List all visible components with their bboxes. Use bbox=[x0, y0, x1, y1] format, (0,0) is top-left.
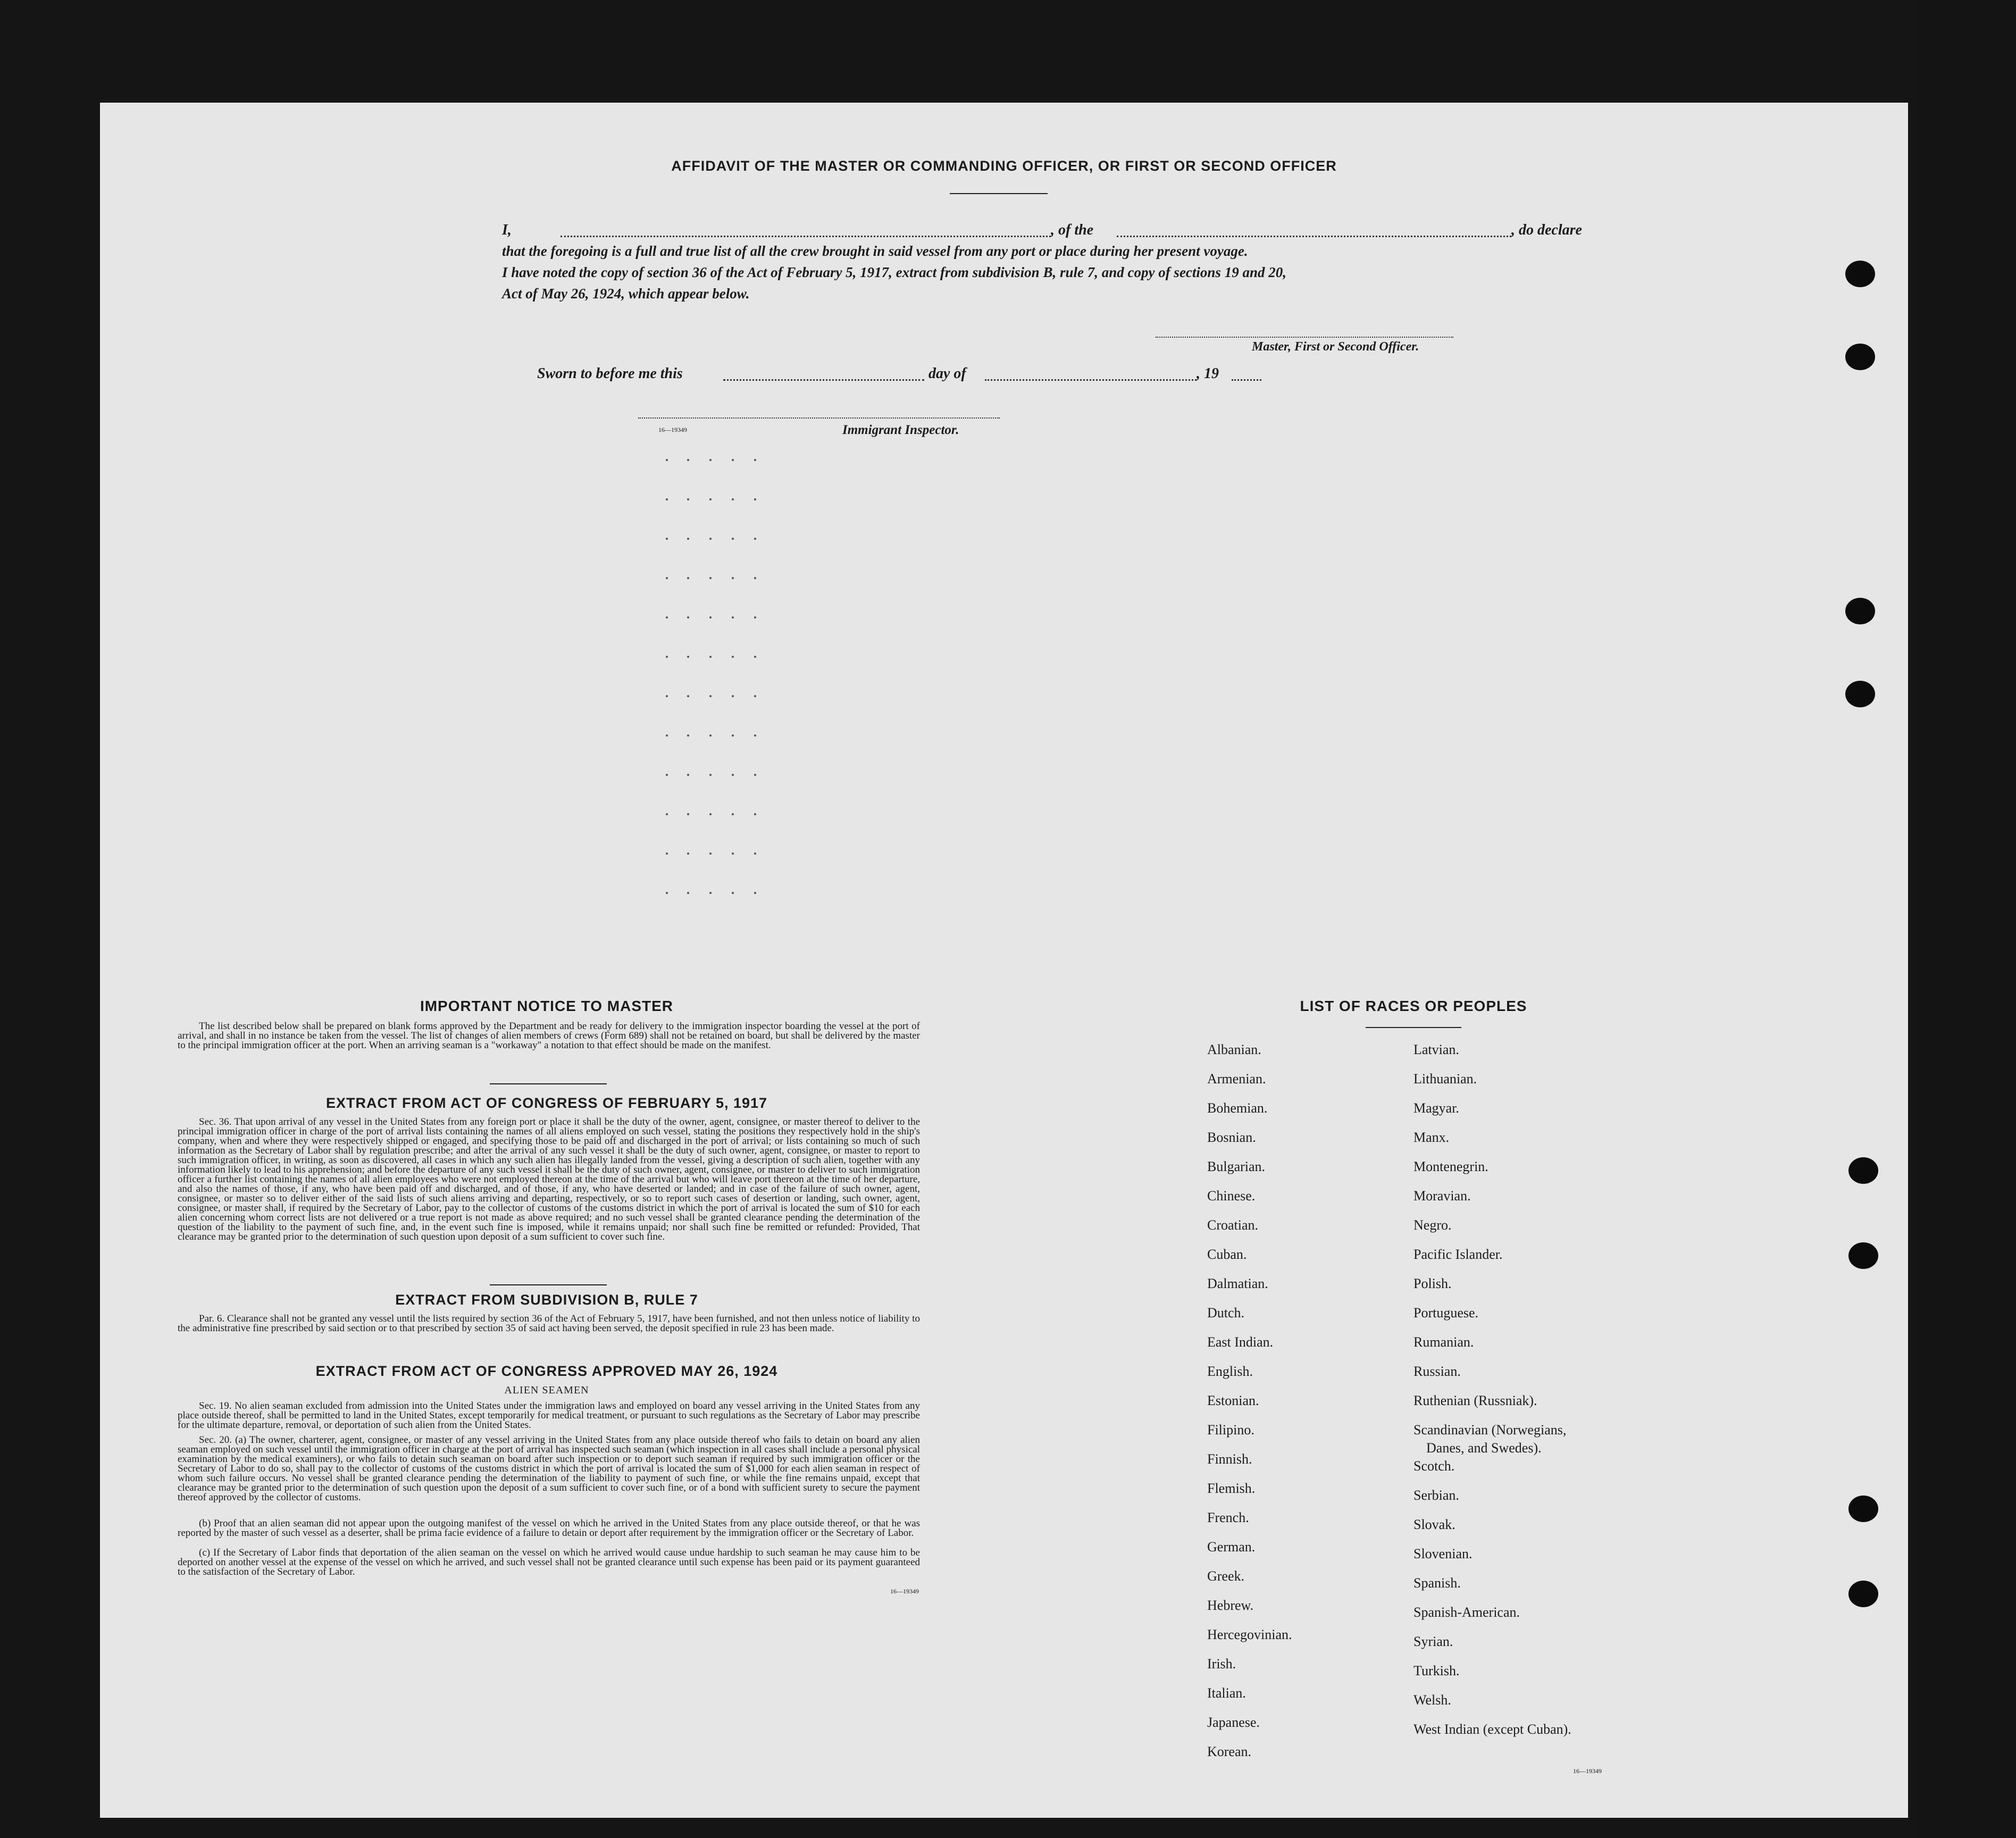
extract-1924-sec19: Sec. 19. No alien seaman excluded from admission into the United States under the immigration laws and employed on board any vessel arriving in the United States from any place outside thereof, shall be permitted to land in the United States, except temporarily for medical treatment, or pursuant to such regulations as the Secretary of Labor may prescribe for the ultimate departure, removal, or deportation of such alien from the United States. bbox=[178, 1400, 920, 1431]
subdivision-b-title: EXTRACT FROM SUBDIVISION B, RULE 7 bbox=[395, 1292, 698, 1308]
inspector-signature-blank[interactable] bbox=[638, 417, 1000, 419]
dot-mark bbox=[754, 577, 756, 579]
dot-mark bbox=[709, 813, 712, 815]
dot-mark bbox=[687, 616, 689, 619]
vessel-name-blank[interactable] bbox=[1117, 236, 1511, 237]
race-item: Moravian. bbox=[1413, 1188, 1471, 1204]
race-item: Russian. bbox=[1413, 1364, 1461, 1379]
race-item: Chinese. bbox=[1207, 1188, 1256, 1204]
race-item: Syrian. bbox=[1413, 1634, 1453, 1649]
race-item: Armenian. bbox=[1207, 1071, 1266, 1087]
race-item: Turkish. bbox=[1413, 1663, 1460, 1678]
sworn-day-of: day of bbox=[928, 365, 966, 382]
extract-1924-sec20c: (c) If the Secretary of Labor finds that deportation of the alien seaman on the vessel on which he arrived would cause undue hardship to such seaman he may cause him to be deported on another vessel at the expense of the vessel on which he arrived, and such vessel shall not be granted clearance until such expense has been paid or its payment guaranteed to the satisfaction of the Secretary of Labor. bbox=[178, 1547, 920, 1577]
race-item: French. bbox=[1207, 1510, 1249, 1525]
dot-mark bbox=[754, 853, 756, 855]
notice-body: The list described below shall be prepared on blank forms approved by the Department and be ready for delivery to the immigration inspector boarding the vessel at the port of arrival, and shall in no instance be taken from the vessel. The list of changes of alien members of crews (Form 689) shall not be retained on board, but shall be delivered by the master to the principal immigration officer at the port. When an arriving seaman is a "workaway" a notation to that effect should be made on the manifest. bbox=[178, 1021, 920, 1051]
dot-mark bbox=[709, 577, 712, 579]
dot-mark bbox=[754, 734, 756, 737]
dot-mark bbox=[666, 695, 668, 697]
race-item: Scotch. bbox=[1413, 1458, 1455, 1474]
race-item: Greek. bbox=[1207, 1568, 1245, 1584]
dot-mark bbox=[666, 813, 668, 815]
dot-mark bbox=[732, 813, 734, 815]
notice-rule bbox=[490, 1083, 607, 1084]
dot-mark bbox=[666, 616, 668, 619]
races-title: LIST OF RACES OR PEOPLES bbox=[1300, 998, 1527, 1014]
dot-mark bbox=[666, 892, 668, 894]
dot-mark bbox=[732, 616, 734, 619]
race-item: Hebrew. bbox=[1207, 1598, 1254, 1613]
affidavit-title-rule bbox=[950, 193, 1048, 194]
dot-mark bbox=[709, 459, 712, 461]
dot-mark bbox=[666, 498, 668, 500]
sworn-month-blank[interactable] bbox=[985, 379, 1197, 381]
dot-mark bbox=[666, 853, 668, 855]
dot-mark bbox=[709, 774, 712, 776]
extract-1924-form-number: 16—19349 bbox=[890, 1588, 919, 1595]
dot-mark bbox=[754, 538, 756, 540]
race-item: Montenegrin. bbox=[1413, 1159, 1488, 1174]
extract-1924-subtitle: ALIEN SEAMEN bbox=[504, 1384, 589, 1396]
race-item: Latvian. bbox=[1413, 1042, 1459, 1057]
affidavit-form-number: 16—19349 bbox=[658, 426, 687, 433]
dot-mark bbox=[666, 774, 668, 776]
race-item: German. bbox=[1207, 1539, 1256, 1555]
races-form-number: 16—19349 bbox=[1573, 1767, 1602, 1775]
race-item: Bulgarian. bbox=[1207, 1159, 1266, 1174]
dot-mark bbox=[687, 853, 689, 855]
dot-mark bbox=[687, 774, 689, 776]
race-item: Polish. bbox=[1413, 1276, 1452, 1291]
dot-mark bbox=[754, 892, 756, 894]
dot-mark bbox=[687, 498, 689, 500]
race-item: Manx. bbox=[1413, 1130, 1450, 1145]
race-item: Danes, and Swedes). bbox=[1426, 1440, 1542, 1456]
dot-mark bbox=[754, 774, 756, 776]
sworn-prefix: Sworn to before me this bbox=[537, 365, 683, 382]
extract-1924-sec20b: (b) Proof that an alien seaman did not appear upon the outgoing manifest of the vessel on which he arrived in the United States from any place outside thereof, or that he was reported by the master of such vessel as a deserter, shall be prima facie evidence of a failure to detain or deport after requirement by the immigration officer or the Secretary of Labor. bbox=[178, 1518, 920, 1539]
affidavit-line2: that the foregoing is a full and true list of all the crew brought in said vessel from any port or place during her present voyage. bbox=[502, 243, 1248, 259]
race-item: Scandinavian (Norwegians, bbox=[1413, 1422, 1567, 1438]
dot-mark bbox=[709, 616, 712, 619]
dot-mark bbox=[687, 892, 689, 894]
race-item: Slovak. bbox=[1413, 1517, 1455, 1532]
dot-mark bbox=[732, 577, 734, 579]
dot-mark bbox=[754, 498, 756, 500]
race-item: Korean. bbox=[1207, 1744, 1252, 1759]
affidavit-line3: I have noted the copy of section 36 of the Act of February 5, 1917, extract from subdivision B, rule 7, and copy of sections 19 and 20, bbox=[502, 264, 1286, 280]
dot-mark bbox=[732, 853, 734, 855]
master-signature-label: Master, First or Second Officer. bbox=[1252, 340, 1419, 354]
dot-mark bbox=[732, 695, 734, 697]
dot-mark bbox=[666, 538, 668, 540]
affidavit-of-the: , of the bbox=[1051, 222, 1094, 238]
dot-mark bbox=[732, 538, 734, 540]
dot-mark bbox=[687, 538, 689, 540]
punch-hole bbox=[1848, 1581, 1878, 1607]
punch-hole bbox=[1845, 344, 1875, 370]
dot-mark bbox=[754, 813, 756, 815]
race-item: Portuguese. bbox=[1413, 1305, 1479, 1321]
dot-mark bbox=[732, 734, 734, 737]
race-item: English. bbox=[1207, 1364, 1253, 1379]
dot-mark bbox=[687, 695, 689, 697]
affidavit-title: AFFIDAVIT OF THE MASTER OR COMMANDING OFFICER, OR FIRST OR SECOND OFFICER bbox=[671, 158, 1337, 174]
dot-mark bbox=[754, 695, 756, 697]
dot-mark bbox=[666, 656, 668, 658]
dot-mark bbox=[732, 498, 734, 500]
dot-mark bbox=[709, 734, 712, 737]
race-item: Negro. bbox=[1413, 1217, 1452, 1233]
race-item: Magyar. bbox=[1413, 1100, 1459, 1116]
punch-hole bbox=[1845, 681, 1875, 707]
punch-hole bbox=[1845, 261, 1875, 287]
dot-mark bbox=[754, 459, 756, 461]
master-signature-blank[interactable] bbox=[1156, 337, 1453, 338]
dot-mark bbox=[754, 616, 756, 619]
dot-mark bbox=[709, 656, 712, 658]
dot-mark bbox=[709, 538, 712, 540]
race-item: Flemish. bbox=[1207, 1481, 1256, 1496]
race-item: Rumanian. bbox=[1413, 1334, 1474, 1350]
affidavit-i: I, bbox=[502, 222, 512, 238]
race-item: Filipino. bbox=[1207, 1422, 1254, 1438]
dot-mark bbox=[732, 656, 734, 658]
extract-1917-rule bbox=[490, 1284, 607, 1285]
race-item: Estonian. bbox=[1207, 1393, 1259, 1408]
race-item: Spanish. bbox=[1413, 1575, 1461, 1591]
dot-mark bbox=[687, 656, 689, 658]
sworn-year-blank[interactable] bbox=[1232, 379, 1261, 381]
film-edge-right bbox=[1914, 0, 2016, 1838]
sworn-year-prefix: , 19 bbox=[1197, 365, 1219, 382]
manifest-page bbox=[100, 103, 1908, 1818]
race-item: Serbian. bbox=[1413, 1488, 1459, 1503]
extract-1924-sec20a: Sec. 20. (a) The owner, charterer, agent, consignee, or master of any vessel arriving in the United States from any place outside thereof who fails to detain on board any alien seaman employed on such vessel until the immigration officer in charge at the port of arrival has inspected such seaman (which inspection in all cases shall include a personal physical examination by the medical examiners), or who fails to detain such seaman on board after such inspection or to deport such seaman if required by such immigration officer or the Secretary of Labor to do so, shall pay to the collector of customs of the customs district in which the port of arrival is located the sum of $1,000 for each alien seaman in respect of whom such failure occurs. No vessel shall be granted clearance pending the determination of the liability to payment of such fine, or while the fine remains unpaid, except that clearance may be granted prior to the determination of such question upon the deposit of a sum sufficient to cover such fine, or of a bond with sufficient surety to secure the payment thereof approved by the collector of customs. bbox=[178, 1434, 920, 1503]
race-item: Ruthenian (Russniak). bbox=[1413, 1393, 1537, 1408]
race-item: Hercegovinian. bbox=[1207, 1627, 1292, 1642]
race-item: Cuban. bbox=[1207, 1247, 1247, 1262]
race-item: Dutch. bbox=[1207, 1305, 1245, 1321]
race-item: Spanish-American. bbox=[1413, 1605, 1520, 1620]
dot-mark bbox=[687, 459, 689, 461]
dot-mark bbox=[687, 813, 689, 815]
race-item: West Indian (except Cuban). bbox=[1413, 1722, 1571, 1737]
dot-mark bbox=[732, 774, 734, 776]
race-item: Dalmatian. bbox=[1207, 1276, 1268, 1291]
extract-1917-body: Sec. 36. That upon arrival of any vessel in the United States from any foreign port or place it shall be the duty of the owner, agent, consignee, or master thereof to deliver to the principal immigration officer in charge of the port of arrival lists containing the names of all aliens employed on such vessel, stating the positions they respectively hold in the ship's company, when and where they were respectively shipped or engaged, and specifying those to be paid off and discharged in the port of arrival; or lists containing so much of such information as the Secretary of Labor shall by regulation prescribe; and after the arrival of any such vessel it shall be the duty of such owner, agent, consignee, or master to report to such immigration officer, in writing, as soon as discovered, all cases in which any such alien has illegally landed from the vessel, giving a description of such alien, together with any information likely to lead to his apprehension; and before the departure of any such vessel it shall be the duty of such owner, agent, consignee, or master to deliver to such immigration officer a further list containing the names of all alien employees who were not employed thereon at the time of the arrival but who will leave port thereon at the time of her departure, and also the names of those, if any, who have been paid off and discharged, and of those, if any, who have deserted or landed; and in case of the failure of such owner, agent, consignee, or master so to deliver either of the said lists of such aliens arriving and departing, respectively, or so to report such cases of desertion or landing, such owner, agent, consignee, or master shall, if required by the Secretary of Labor, pay to the collector of customs of the customs district in which the port of arrival is located the sum of $10 for each alien concerning whom correct lists are not delivered or a true report is not made as above required; and no such vessel shall be granted clearance pending the determination of the question of the liability to the payment of such fine, and, in the event such fine is imposed, while it remains unpaid; nor shall such fine be remitted or refunded: Provided, That clearance may be granted prior to the determination of such question upon deposit of a sum sufficient to cover such fine. bbox=[178, 1116, 920, 1242]
race-item: Finnish. bbox=[1207, 1451, 1252, 1467]
race-item: Lithuanian. bbox=[1413, 1071, 1477, 1087]
crew-officer-name-blank[interactable] bbox=[561, 236, 1051, 237]
punch-hole bbox=[1848, 1496, 1878, 1522]
punch-hole bbox=[1848, 1157, 1878, 1184]
dot-mark bbox=[666, 577, 668, 579]
race-item: Irish. bbox=[1207, 1656, 1236, 1672]
dot-mark bbox=[666, 459, 668, 461]
dot-mark bbox=[687, 734, 689, 737]
races-title-rule bbox=[1366, 1027, 1461, 1028]
dot-mark bbox=[709, 853, 712, 855]
race-item: Italian. bbox=[1207, 1685, 1246, 1701]
dot-mark bbox=[666, 734, 668, 737]
extract-1924-title: EXTRACT FROM ACT OF CONGRESS APPROVED MAY 26, 1924 bbox=[315, 1363, 778, 1379]
dot-mark bbox=[732, 892, 734, 894]
race-item: Slovenian. bbox=[1413, 1546, 1473, 1561]
dot-mark bbox=[709, 498, 712, 500]
race-item: Welsh. bbox=[1413, 1692, 1451, 1708]
race-item: East Indian. bbox=[1207, 1334, 1274, 1350]
punch-hole bbox=[1848, 1242, 1878, 1269]
dot-mark bbox=[709, 695, 712, 697]
punch-hole bbox=[1845, 598, 1875, 624]
race-item: Bosnian. bbox=[1207, 1130, 1256, 1145]
dot-mark bbox=[732, 459, 734, 461]
affidavit-declare: , do declare bbox=[1511, 222, 1582, 238]
extract-1917-title: EXTRACT FROM ACT OF CONGRESS OF FEBRUARY 5, 1917 bbox=[325, 1095, 768, 1111]
race-item: Bohemian. bbox=[1207, 1100, 1268, 1116]
dot-mark bbox=[754, 656, 756, 658]
subdivision-b-body: Par. 6. Clearance shall not be granted any vessel until the lists required by section 36 of the Act of February 5, 1917, have been furnished, and not then unless notice of liability to the administrative fine prescribed by said section or to that prescribed by section 35 of said act having been served, the deposit specified in rule 23 has been made. bbox=[178, 1313, 920, 1334]
affidavit-line4: Act of May 26, 1924, which appear below. bbox=[502, 286, 750, 302]
sworn-day-blank[interactable] bbox=[723, 379, 924, 381]
race-item: Japanese. bbox=[1207, 1715, 1260, 1730]
race-item: Croatian. bbox=[1207, 1217, 1259, 1233]
inspector-label: Immigrant Inspector. bbox=[842, 423, 959, 437]
notice-title: IMPORTANT NOTICE TO MASTER bbox=[420, 998, 674, 1014]
race-item: Pacific Islander. bbox=[1413, 1247, 1503, 1262]
dot-mark bbox=[709, 892, 712, 894]
race-item: Albanian. bbox=[1207, 1042, 1261, 1057]
dot-mark bbox=[687, 577, 689, 579]
